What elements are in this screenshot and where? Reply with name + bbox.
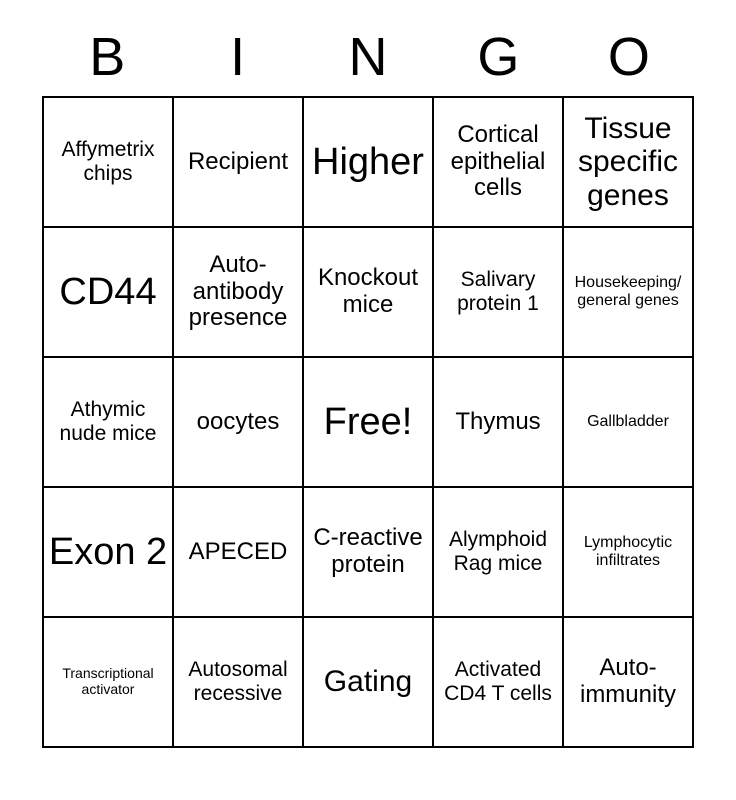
bingo-row — [44, 358, 694, 488]
bingo-cell-label: Tissue specific genes — [577, 111, 679, 212]
bingo-cell-label: Housekeeping/ general genes — [574, 274, 682, 309]
header-letter-b: B — [89, 27, 126, 87]
bingo-cell[interactable] — [564, 618, 694, 748]
bingo-cell[interactable] — [564, 358, 694, 488]
bingo-cell[interactable] — [174, 488, 304, 618]
bingo-cell[interactable] — [434, 488, 564, 618]
bingo-cell-label: Salivary protein 1 — [457, 268, 539, 315]
bingo-cell[interactable] — [304, 228, 434, 358]
bingo-cell[interactable] — [434, 358, 564, 488]
bingo-cell[interactable] — [44, 98, 174, 228]
bingo-cell[interactable] — [304, 618, 434, 748]
header-letter-g: G — [477, 27, 520, 87]
bingo-cell[interactable] — [44, 228, 174, 358]
bingo-cell-label: Auto-immunity — [579, 654, 676, 708]
bingo-cell-label: Recipient — [187, 147, 289, 175]
bingo-cell[interactable] — [44, 618, 174, 748]
bingo-cell[interactable] — [174, 618, 304, 748]
bingo-cell-label: APECED — [188, 537, 288, 565]
bingo-cell-label: Auto-antibody presence — [188, 250, 288, 332]
bingo-cell[interactable] — [174, 228, 304, 358]
bingo-grid — [42, 96, 694, 748]
bingo-cell-label: Athymic nude mice — [59, 398, 157, 445]
bingo-cell-label: Cortical epithelial cells — [450, 120, 546, 202]
bingo-cell-label: C-reactive protein — [313, 524, 423, 578]
bingo-row — [44, 98, 694, 228]
bingo-cell-label: oocytes — [196, 407, 280, 435]
bingo-cell-label: Thymus — [455, 407, 541, 435]
bingo-cell-label: Exon 2 — [48, 530, 168, 573]
bingo-cell[interactable] — [44, 488, 174, 618]
bingo-header — [42, 18, 694, 96]
bingo-cell-label: Transcriptional activator — [62, 665, 154, 697]
bingo-cell-label: Autosomal recessive — [188, 658, 288, 705]
bingo-row — [44, 618, 694, 748]
bingo-cell[interactable] — [434, 228, 564, 358]
bingo-cell-label: Affymetrix chips — [61, 138, 155, 185]
bingo-cell[interactable] — [44, 358, 174, 488]
bingo-cell-label: Alymphoid Rag mice — [448, 528, 548, 575]
bingo-cell-label: Free! — [323, 400, 413, 443]
header-letter-o: O — [607, 27, 650, 87]
bingo-cell-label: Knockout mice — [317, 264, 419, 318]
bingo-cell[interactable] — [304, 98, 434, 228]
bingo-cell[interactable] — [564, 98, 694, 228]
bingo-cell-label: Lymphocytic infiltrates — [583, 534, 673, 569]
bingo-cell[interactable] — [434, 98, 564, 228]
bingo-cell-free[interactable] — [304, 358, 434, 488]
bingo-cell-label: CD44 — [59, 270, 157, 313]
bingo-cell[interactable] — [564, 228, 694, 358]
bingo-cell[interactable] — [174, 358, 304, 488]
bingo-cell-label: Higher — [312, 140, 424, 183]
bingo-cell-label: Activated CD4 T cells — [444, 658, 552, 705]
bingo-cell[interactable] — [564, 488, 694, 618]
bingo-cell[interactable] — [304, 488, 434, 618]
header-letter-n: N — [348, 27, 388, 87]
bingo-row — [44, 488, 694, 618]
bingo-cell-label: Gating — [323, 665, 413, 699]
bingo-cell[interactable] — [174, 98, 304, 228]
bingo-cell-label: Gallbladder — [587, 413, 669, 431]
bingo-cell[interactable] — [434, 618, 564, 748]
bingo-row — [44, 228, 694, 358]
header-letter-i: I — [230, 27, 246, 87]
